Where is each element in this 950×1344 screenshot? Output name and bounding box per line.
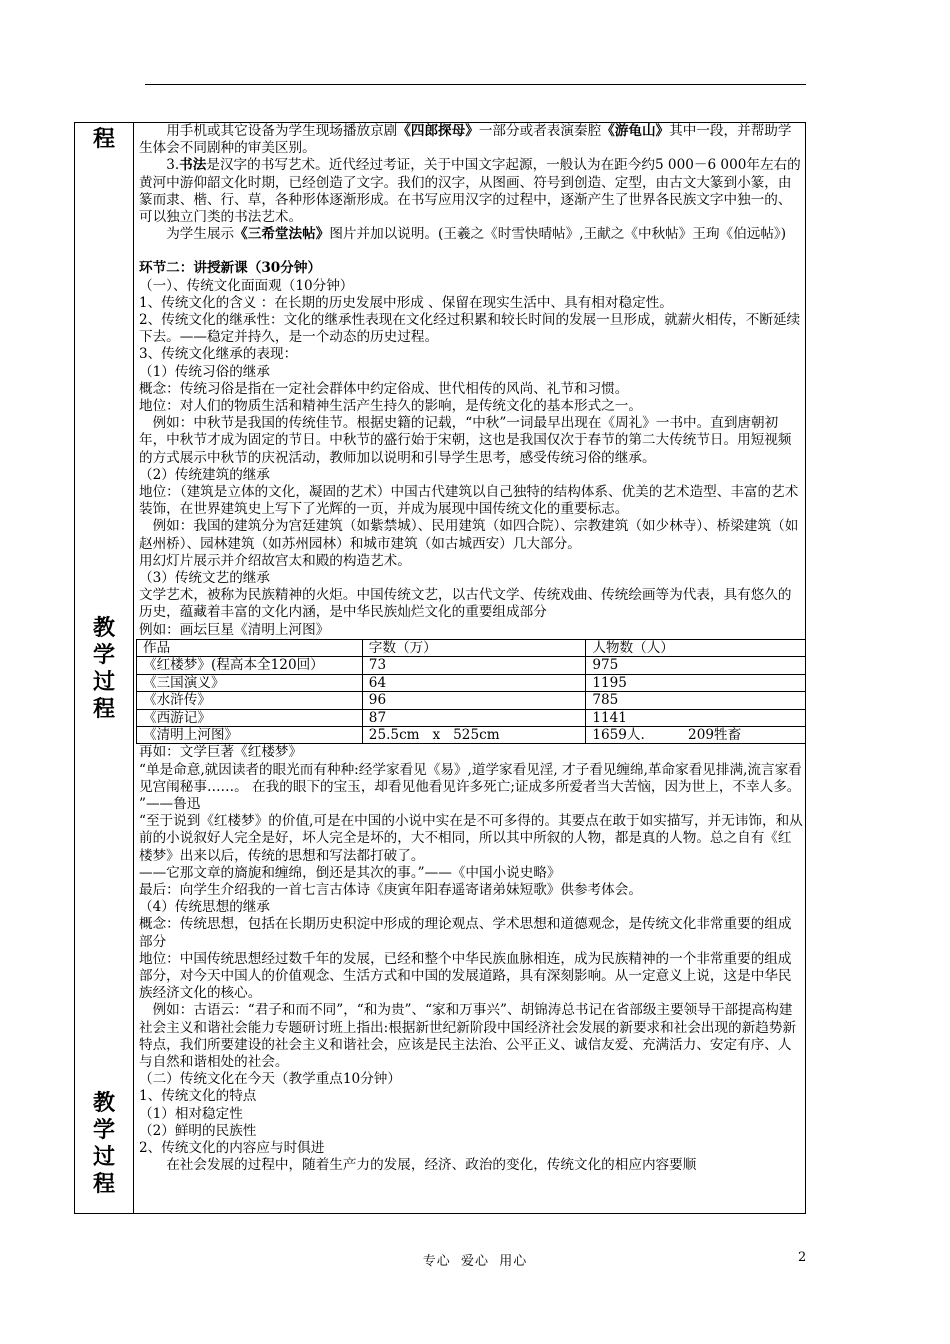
table-cell: 96 (362, 692, 586, 709)
footer-motto: 专心 爱心 用心 (422, 1254, 528, 1269)
text: 用手机或其它设备为学生现场播放京剧 (166, 123, 398, 139)
table-row (137, 674, 806, 691)
table-row (137, 709, 806, 726)
text: 3. (166, 157, 180, 174)
architecture-example: 例如：我国的建筑分为宫廷建筑（如紫禁城）、民用建筑（如四合院）、宗教建筑（如少林寺）、桥梁建筑（如赵州桥）、园林建筑（如苏州园林）和城市建筑（如古城西安）几大部分。 (139, 518, 799, 552)
side-label-char: 学 (92, 643, 115, 668)
table-header-row (137, 639, 806, 656)
opera-title: 《四郎探母》 (397, 123, 479, 139)
table-cell: 1659人. 209牲畜 (586, 726, 806, 743)
table-cell: 1141 (586, 709, 806, 726)
table-header-cell: 字数（万） (362, 639, 586, 656)
table-cell: 《三国演义》 (137, 674, 363, 691)
table-cell: 1195 (586, 674, 806, 691)
text-line: （3）传统文艺的继承 (139, 570, 270, 587)
text-line: “单是命意,就因读者的眼光而有种种:经学家看见《易》,道学家看见淫, 才子看见缠绵,革命家看见排满,流言家看见宫闱秘事……。 在我的眼下的宝玉，却看见他看见许多死亡;证成多所爱者当大苦恼，因为世上，不幸人多。 ”——鲁迅 (139, 761, 802, 812)
text-line: 文学艺术，被称为民族精神的火炬。中国传统文艺，以古代文学、传统戏曲、传统绘画等为代表，具有悠久的历史，蕴藏着丰富的文化内涵，是中华民族灿烂文化的重要组成部分 (139, 587, 792, 621)
text-line: 1、传统文化的含义 ：在长期的历史发展中形成 、保留在现实生活中、具有相对稳定性。 (139, 294, 673, 311)
text-line: 1、传统文化的特点 (139, 1088, 257, 1105)
table-cell: 《红楼梦》(程高本全120回） (137, 657, 363, 674)
table-cell: 975 (586, 657, 806, 674)
side-label-char: 过 (92, 670, 115, 695)
text-line: 再如：文学巨著《红楼梦》 (139, 744, 303, 761)
calligraphy-title: 《三希堂法帖》 (234, 226, 330, 243)
table-cell: 87 (362, 709, 586, 726)
side-label-char: 学 (92, 1118, 115, 1143)
text: 是汉字的书写艺术。近代经过考证，关于中国文字起源，一般认为在距今约5 000－6 000年左右的黄河中游仰韶文化时期，已经创造了文字。我们的汉字，从图画、符号到创造、定型，由古文大篆到小篆，由篆而隶、楷、行、草，各种形体逐渐形成。在书写应用汉字的过程中，逐渐产生了世界各民族文字中独一的、可以独立门类的书法艺术。 (139, 157, 801, 226)
side-label-char: 教 (92, 1091, 115, 1116)
table-cell: 《清明上河图》 (137, 726, 363, 743)
text-line: 在社会发展的过程中，随着生产力的发展，经济、政治的变化，传统文化的相应内容要顺 (166, 1157, 697, 1174)
text-line: 概念：传统思想，包括在长期历史积淀中形成的理论观点、学术思想和道德观念，是传统文化非常重要的组成部分 (139, 916, 792, 950)
opera-title: 《游龟山》 (601, 123, 670, 139)
side-label-char: 过 (92, 1145, 115, 1170)
text-line: （1）传统习俗的继承 (139, 363, 270, 380)
side-label-top (75, 126, 133, 153)
table-header-cell: 人物数（人） (586, 639, 806, 656)
calligraphy-paragraph (139, 157, 803, 226)
side-label-char: 程 (92, 1172, 115, 1197)
text-line: （1）相对稳定性 (139, 1105, 243, 1122)
opera-paragraph (139, 123, 803, 157)
table-row (137, 657, 806, 674)
side-label-char: 程 (92, 127, 115, 152)
side-label-bottom (75, 1090, 133, 1198)
text-line: 2、传统文化的内容应与时俱进 (139, 1140, 325, 1156)
thought-example: 例如：古语云：“君子和而不同”，“和为贵”、“家和万事兴”、胡锦涛总书记在省部级主要领导干部提高构建社会主义和谐社会能力专题研讨班上指出:根据新世纪新阶段中国经济社会发展的新要求和社会出现的新趋势新特点，我们所要建设的社会主义和谐社会，应该是民主法治、公平正义、诚信友爱、充满活力、安定有序、人与自然和谐相处的社会。 (139, 1002, 797, 1070)
page-number: 2 (798, 1250, 807, 1265)
text-line: 最后：向学生介绍我的一首七言古体诗《庚寅年阳春遥寄诸弟妹短歌》供参考体会。 (139, 881, 642, 898)
text: 其中一段，并帮助学生体会不同剧种的审美区别。 (139, 123, 792, 157)
table-cell: 25.5cm x 525cm (362, 726, 586, 743)
text-line: 概念：传统习俗是指在一定社会群体中约定俗成、世代相传的风尚、礼节和习惯。 (139, 380, 629, 397)
text: 为学生展示 (166, 226, 235, 243)
header-rule (145, 84, 806, 85)
table-row (137, 726, 806, 743)
text-line: （4）传统思想的继承 (139, 899, 270, 916)
table-cell: 73 (362, 657, 586, 674)
table-cell: 《西游记》 (137, 709, 363, 726)
text-line: （2）鲜明的民族性 (139, 1122, 257, 1139)
table-cell: 《水浒传》 (137, 692, 363, 709)
table-header-cell: 作品 (137, 639, 363, 656)
side-label-middle (75, 615, 133, 723)
text-line: （一）、传统文化面面观（10分钟） (139, 277, 354, 294)
custom-example: 例如：中秋节是我国的传统佳节。根据史籍的记载，“中秋”一词最早出现在《周礼》一书中。直到唐朝初年，中秋节才成为固定的节日。中秋节的盛行始于宋朝，这也是我国仅次于春节的第二大传统节日。用短视频的方式展示中秋节的庆祝活动，教师加以说明和引导学生思考，感受传统习俗的继承。 (139, 415, 792, 466)
lesson-plan-table (74, 122, 806, 1214)
calligraphy-display-paragraph (139, 226, 803, 243)
text: 一部分或者表演秦腔 (478, 123, 602, 139)
side-label-char: 程 (92, 697, 115, 722)
table-row (137, 692, 806, 709)
text-line: 地位：（建筑是立体的文化，凝固的艺术）中国古代建筑以自己独特的结构体系、优美的艺术造型、丰富的艺术装饰，在世界建筑史上写下了光辉的一页，并成为展现中国传统文化的重要标志。 (139, 484, 799, 518)
content-column (139, 123, 803, 1174)
calligraphy-term: 书法 (179, 157, 207, 174)
spacer (139, 243, 803, 260)
text-line: ——它那文章的旖旎和缠绵，倒还是其次的事。”——《中国小说史略》 (139, 864, 561, 881)
works-table (136, 639, 806, 744)
table-cell: 785 (586, 692, 806, 709)
text-line: 例如：画坛巨星《清明上河图》 (139, 621, 330, 638)
text-line: （2）传统建筑的继承 (139, 466, 270, 483)
section-heading: 环节二：讲授新课（30分钟） (139, 260, 322, 277)
text-line: 地位：对人们的物质生活和精神生活产生持久的影响，是传统文化的基本形式之一。 (139, 398, 642, 415)
table-cell: 64 (362, 674, 586, 691)
text-line: 2、传统文化的继承性：文化的继承性表现在文化经过积累和较长时间的发展一旦形成，就薪火相传，不断延续下去。——稳定并持久，是一个动态的历史过程。 (139, 312, 801, 346)
text-line: 地位：中国传统思想经过数千年的发展，已经和整个中华民族血脉相连，成为民族精神的一个非常重要的组成部分，对今天中国人的价值观念、生活方式和中国的发展道路，具有深刻影响。从一定意义上说，这是中华民族经济文化的核心。 (139, 950, 792, 1002)
text-line: （二）传统文化在今天（教学重点10分钟） (139, 1071, 401, 1088)
side-label-char: 教 (92, 616, 115, 641)
text: 图片并加以说明。(王羲之《时雪快晴帖》,王献之《中秋帖》王珣《伯远帖》) (329, 226, 787, 243)
left-label-column (75, 123, 134, 1213)
text-line: “至于说到《红楼梦》的价值,可是在中国的小说中实在是不可多得的。其要点在敢于如实描写，并无讳饰，和从前的小说叙好人完全是好，坏人完全是坏的，大不相同，所以其中所叙的人物，都是真的人物。总之自有《红楼梦》出来以后，传统的思想和写法都打破了。 (139, 813, 803, 864)
text-line: 用幻灯片展示并介绍故宫太和殿的构造艺术。 (139, 552, 411, 569)
text-line: 3、传统文化继承的表现： (139, 346, 298, 363)
